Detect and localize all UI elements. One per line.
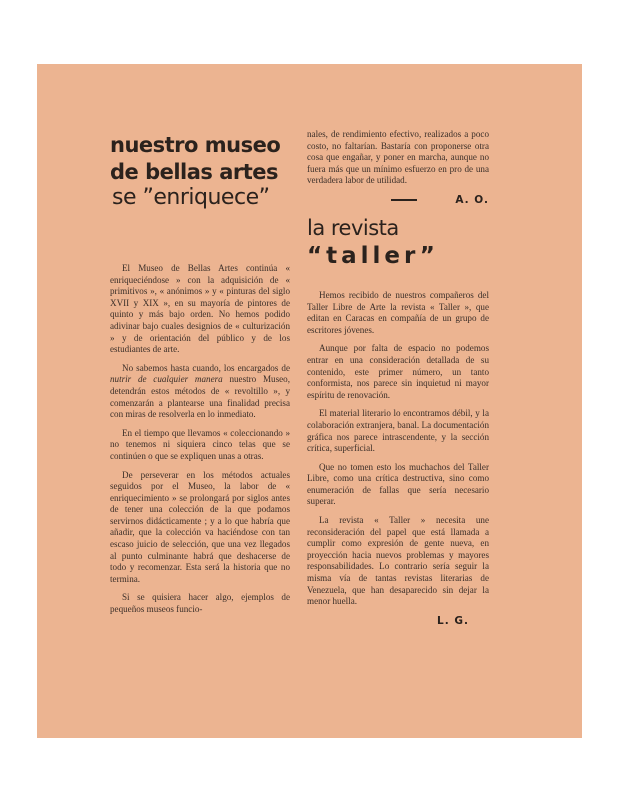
- spacer: [110, 209, 290, 263]
- article2-paragraph-2: Aunque por falta de espacio no podemos entrar en una consideración detallada de su contenido, este primer número, un tanto conformista, nos parece sin inquietud ni mayor espíritu de renovación.: [307, 343, 489, 400]
- article2-signature: L. G.: [437, 614, 469, 627]
- paragraph-text: nuestro Museo, detendrán estos métodos de « revoltillo », y comenzarán a plantearse una finalidad precisa con miras de resolverla en lo inmediato.: [110, 374, 290, 420]
- right-column: [307, 129, 489, 627]
- article2-paragraph-1: Hemos recibido de nuestros compañeros del Taller Libre de Arte la revista « Taller », que editan en Caracas en compañía de un grupo de escritores jóvenes.: [307, 289, 489, 335]
- article1-paragraph-4: De perseverar en los métodos actuales seguidos por el Museo, la labor de « enriquecimiento » se prolongará por siglos antes de tener una colección de la que podamos servirnos didácticamente ; y a lo que habría que añadir, que la colección va haciéndose con tan escaso juicio de selección, que una vez llegados al punto culminante habrá que deshacerse de todo y recomenzar. Esta será la historia que no termina.: [110, 469, 290, 584]
- article1-signature: A. O.: [455, 193, 489, 206]
- article1-paragraph-5: Si se quisiera hacer algo, ejemplos de pequeños museos funcio-: [110, 592, 290, 615]
- article2-paragraph-5: La revista « Taller » necesita une reconsideración del papel que está llamada a cumplir como expresión de gente nueva, en proyección hacia nuevos problemas y mayores responsabilidades. Lo contrario sería seguir la misma vía de tantas revistas literarias de Venezuela, que han desaparecido sin dejar la menor huella.: [307, 515, 489, 607]
- article1-title-line2: de bellas artes: [110, 160, 279, 184]
- article2-paragraph-3: El material literario lo encontramos débil, y la colaboración extranjera, banal. La documentación gráfica nos parece intrascendente, y la sección crítica, superficial.: [307, 408, 489, 454]
- article2-title-line1: la revista: [307, 215, 399, 240]
- rule-divider: [391, 199, 417, 201]
- article1-paragraph-1: El Museo de Bellas Artes continúa « enriqueciéndose » con la adquisición de « primitivos », « anónimos » y « pinturas del siglo XVII y XIX », en su mayoría de pintores de quinto y más bajo orden. No hemos podido adivinar bajo cuales designios de « culturización » y de orientación del público y de los estudiantes de arte.: [110, 263, 290, 355]
- article2-title-line2: “taller”: [307, 242, 439, 269]
- emphasis-text: nutrir de cualquier manera: [110, 374, 223, 385]
- left-column: [110, 129, 290, 623]
- article1-paragraph-2: [110, 363, 290, 421]
- signature-row: [307, 194, 489, 206]
- article2-paragraph-4: Que no tomen esto los muchachos del Taller Libre, como una crítica destructiva, sino como enumeración de fallas que sería necesario superar.: [307, 461, 489, 507]
- paragraph-text: No sabemos hasta cuando, los encargados de: [122, 362, 290, 373]
- article1-paragraph-3: En el tiempo que llevamos « coleccionando » no tenemos ni siquiera cinco telas que se continúen o que se expliquen unas a otras.: [110, 427, 290, 461]
- spacer: [307, 268, 489, 290]
- article1-title-line1: nuestro museo: [110, 133, 281, 157]
- article1-title-line3: se ”enriquece”: [112, 185, 270, 210]
- document-page: [37, 64, 582, 738]
- article1-continuation: nales, de rendimiento efectivo, realizados a poco costo, no faltarían. Bastaría con proponerse otra cosa que engañar, y poner en marcha, aunque no fuera más que un mínimo esfuerzo en pro de una verdadera labor de utilidad.: [307, 129, 489, 186]
